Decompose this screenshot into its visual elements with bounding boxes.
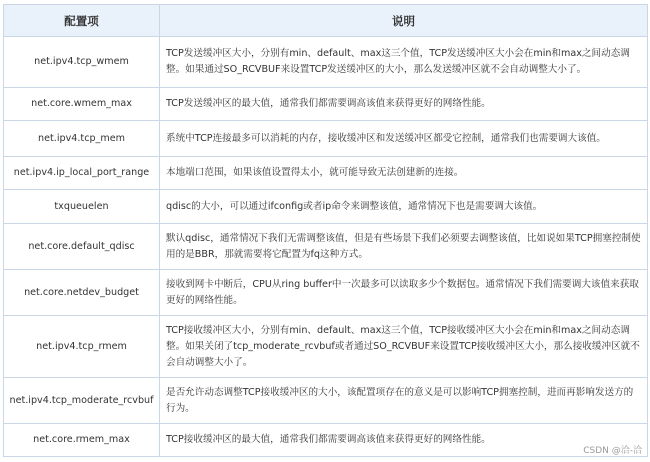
row-description: 本地端口范围，如果该值设置得太小，就可能导致无法创建新的连接。 [160,157,648,190]
table-row [4,157,648,190]
config-table [3,4,648,457]
row-description: qdisc的大小，可以通过ifconfig或者ip命令来调整该值，通常情况下也是需要调大该值。 [160,190,648,224]
header-config-item: 配置项 [4,5,160,37]
row-key: net.core.default_qdisc [4,224,160,270]
row-description: 接收到网卡中断后，CPU从ring buffer中一次最多可以读取多少个数据包。通常情况下我们需要调大该值来获取更好的网络性能。 [160,270,648,316]
table-row [4,121,648,157]
row-description: TCP发送缓冲区的最大值，通常我们都需要调高该值来获得更好的网络性能。 [160,88,648,121]
row-key: net.ipv4.ip_local_port_range [4,157,160,190]
table-row [4,224,648,270]
config-table-container [3,4,647,457]
table-row [4,424,648,457]
row-description: 系统中TCP连接最多可以消耗的内存，接收缓冲区和发送缓冲区都受它控制，通常我们也需要调大该值。 [160,121,648,157]
header-description: 说明 [160,5,648,37]
row-description: 是否允许动态调整TCP接收缓冲区的大小，该配置项存在的意义是可以影响TCP拥塞控制，进而再影响发送方的行为。 [160,378,648,424]
row-key: net.ipv4.tcp_moderate_rcvbuf [4,378,160,424]
row-description: TCP接收缓冲区大小，分别有min、default、max这三个值，TCP接收缓冲区大小会在min和max之间动态调整。如果关闭了tcp_moderate_rcvbuf或者通过SO_RCVBUF来设置TCP接收缓冲区大小，那么接收缓冲区就不会自动调整大小了。 [160,316,648,378]
table-row [4,190,648,224]
csdn-watermark: CSDN @洽-洽 [583,446,642,456]
table-row [4,88,648,121]
row-key: net.core.wmem_max [4,88,160,121]
table-header-row [4,5,648,37]
table-row [4,37,648,88]
row-key: net.ipv4.tcp_mem [4,121,160,157]
row-description: TCP发送缓冲区大小，分别有min、default、max这三个值，TCP发送缓冲区大小会在min和max之间动态调整。如果通过SO_RCVBUF来设置TCP发送缓冲区的大小，那么发送缓冲区就不会自动调整大小了。 [160,37,648,88]
row-key: net.core.netdev_budget [4,270,160,316]
row-key: txqueuelen [4,190,160,224]
row-key: net.ipv4.tcp_wmem [4,37,160,88]
row-description: 默认qdisc，通常情况下我们无需调整该值，但是有些场景下我们必须要去调整该值，比如说如果TCP拥塞控制使用的是BBR，那就需要将它配置为fq这种方式。 [160,224,648,270]
row-description: TCP接收缓冲区的最大值，通常我们都需要调高该值来获得更好的网络性能。 [160,424,648,457]
table-row [4,316,648,378]
row-key: net.core.rmem_max [4,424,160,457]
table-row [4,270,648,316]
row-key: net.ipv4.tcp_rmem [4,316,160,378]
table-row [4,378,648,424]
